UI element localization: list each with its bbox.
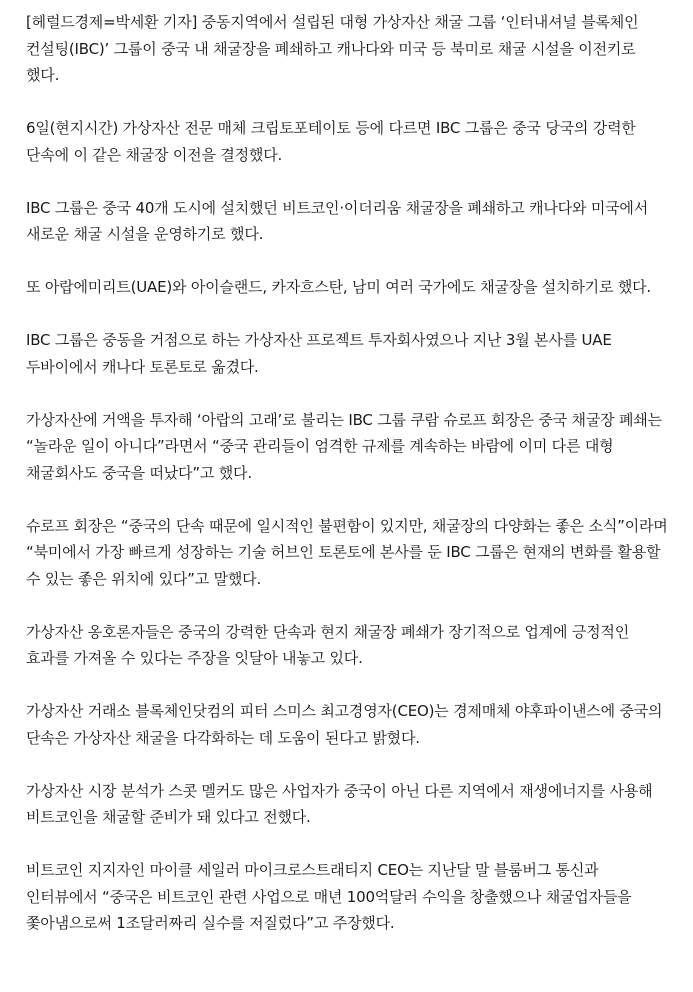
article-body	[26, 9, 671, 937]
article-paragraph: IBC 그룹은 중국 40개 도시에 설치했던 비트코인·이더리움 채굴장을 폐쇄하고 캐나다와 미국에서 새로운 채굴 시설을 운영하기로 했다.	[26, 198, 648, 243]
article-paragraph: 가상자산 거래소 블록체인닷컴의 피터 스미스 최고경영자(CEO)는 경제매체 야후파이낸스에 중국의 단속은 가상자산 채굴을 다각화하는 데 도움이 된다고 밝혔다.	[26, 702, 663, 747]
article-paragraph: [헤럴드경제=박세환 기자] 중동지역에서 설립된 대형 가상자산 채굴 그룹 ‘인터내셔널 블록체인 컨설팅(IBC)’ 그룹이 중국 내 채굴장을 폐쇄하고 캐나다와 미국 등 북미로 채굴 시설을 이전키로 했다.	[26, 13, 639, 84]
article-paragraph: 슈로프 회장은 “중국의 단속 때문에 일시적인 불편함이 있지만, 채굴장의 다양화는 좋은 소식”이라며 “북미에서 가장 빠르게 성장하는 기술 허브인 토론토에 본사를 둔 IBC 그룹은 현재의 변화를 활용할 수 있는 좋은 위치에 있다”고 말했다.	[26, 516, 668, 588]
article-paragraph: 비트코인 지지자인 마이클 세일러 마이크로스트래티지 CEO는 지난달 말 블룸버그 통신과 인터뷰에서 “중국은 비트코인 관련 사업으로 매년 100억달러 수익을 창출했으나 채굴업자들을 쫓아냄으로써 1조달러짜리 실수를 저질렀다”고 주장했다.	[26, 861, 632, 932]
article-paragraph: 가상자산 시장 분석가 스콧 멜커도 많은 사업자가 중국이 아닌 다른 지역에서 재생에너지를 사용해 비트코인을 채굴할 준비가 돼 있다고 전했다.	[26, 781, 653, 826]
article-paragraph: 가상자산 옹호론자들은 중국의 강력한 단속과 현지 채굴장 폐쇄가 장기적으로 업계에 긍정적인 효과를 가져올 수 있다는 주장을 잇달아 내놓고 있다.	[26, 622, 629, 667]
article-paragraph: IBC 그룹은 중동을 거점으로 하는 가상자산 프로젝트 투자회사였으나 지난 3월 본사를 UAE 두바이에서 캐나다 토론토로 옮겼다.	[26, 331, 612, 376]
article-paragraph: 가상자산에 거액을 투자해 ‘아랍의 고래’로 불리는 IBC 그룹 쿠람 슈로프 회장은 중국 채굴장 폐쇄는 “놀라운 일이 아니다”라면서 “중국 관리들이 엄격한 규제를 계속하는 바람에 이미 다른 대형 채굴회사도 중국을 떠났다”고 했다.	[26, 410, 662, 482]
article-paragraph: 또 아랍에미리트(UAE)와 아이슬랜드, 카자흐스탄, 남미 여러 국가에도 채굴장을 설치하기로 했다.	[26, 278, 651, 296]
article-paragraph: 6일(현지시간) 가상자산 전문 매체 크립토포테이토 등에 다르면 IBC 그룹은 중국 당국의 강력한 단속에 이 같은 채굴장 이전을 결정했다.	[26, 119, 636, 164]
